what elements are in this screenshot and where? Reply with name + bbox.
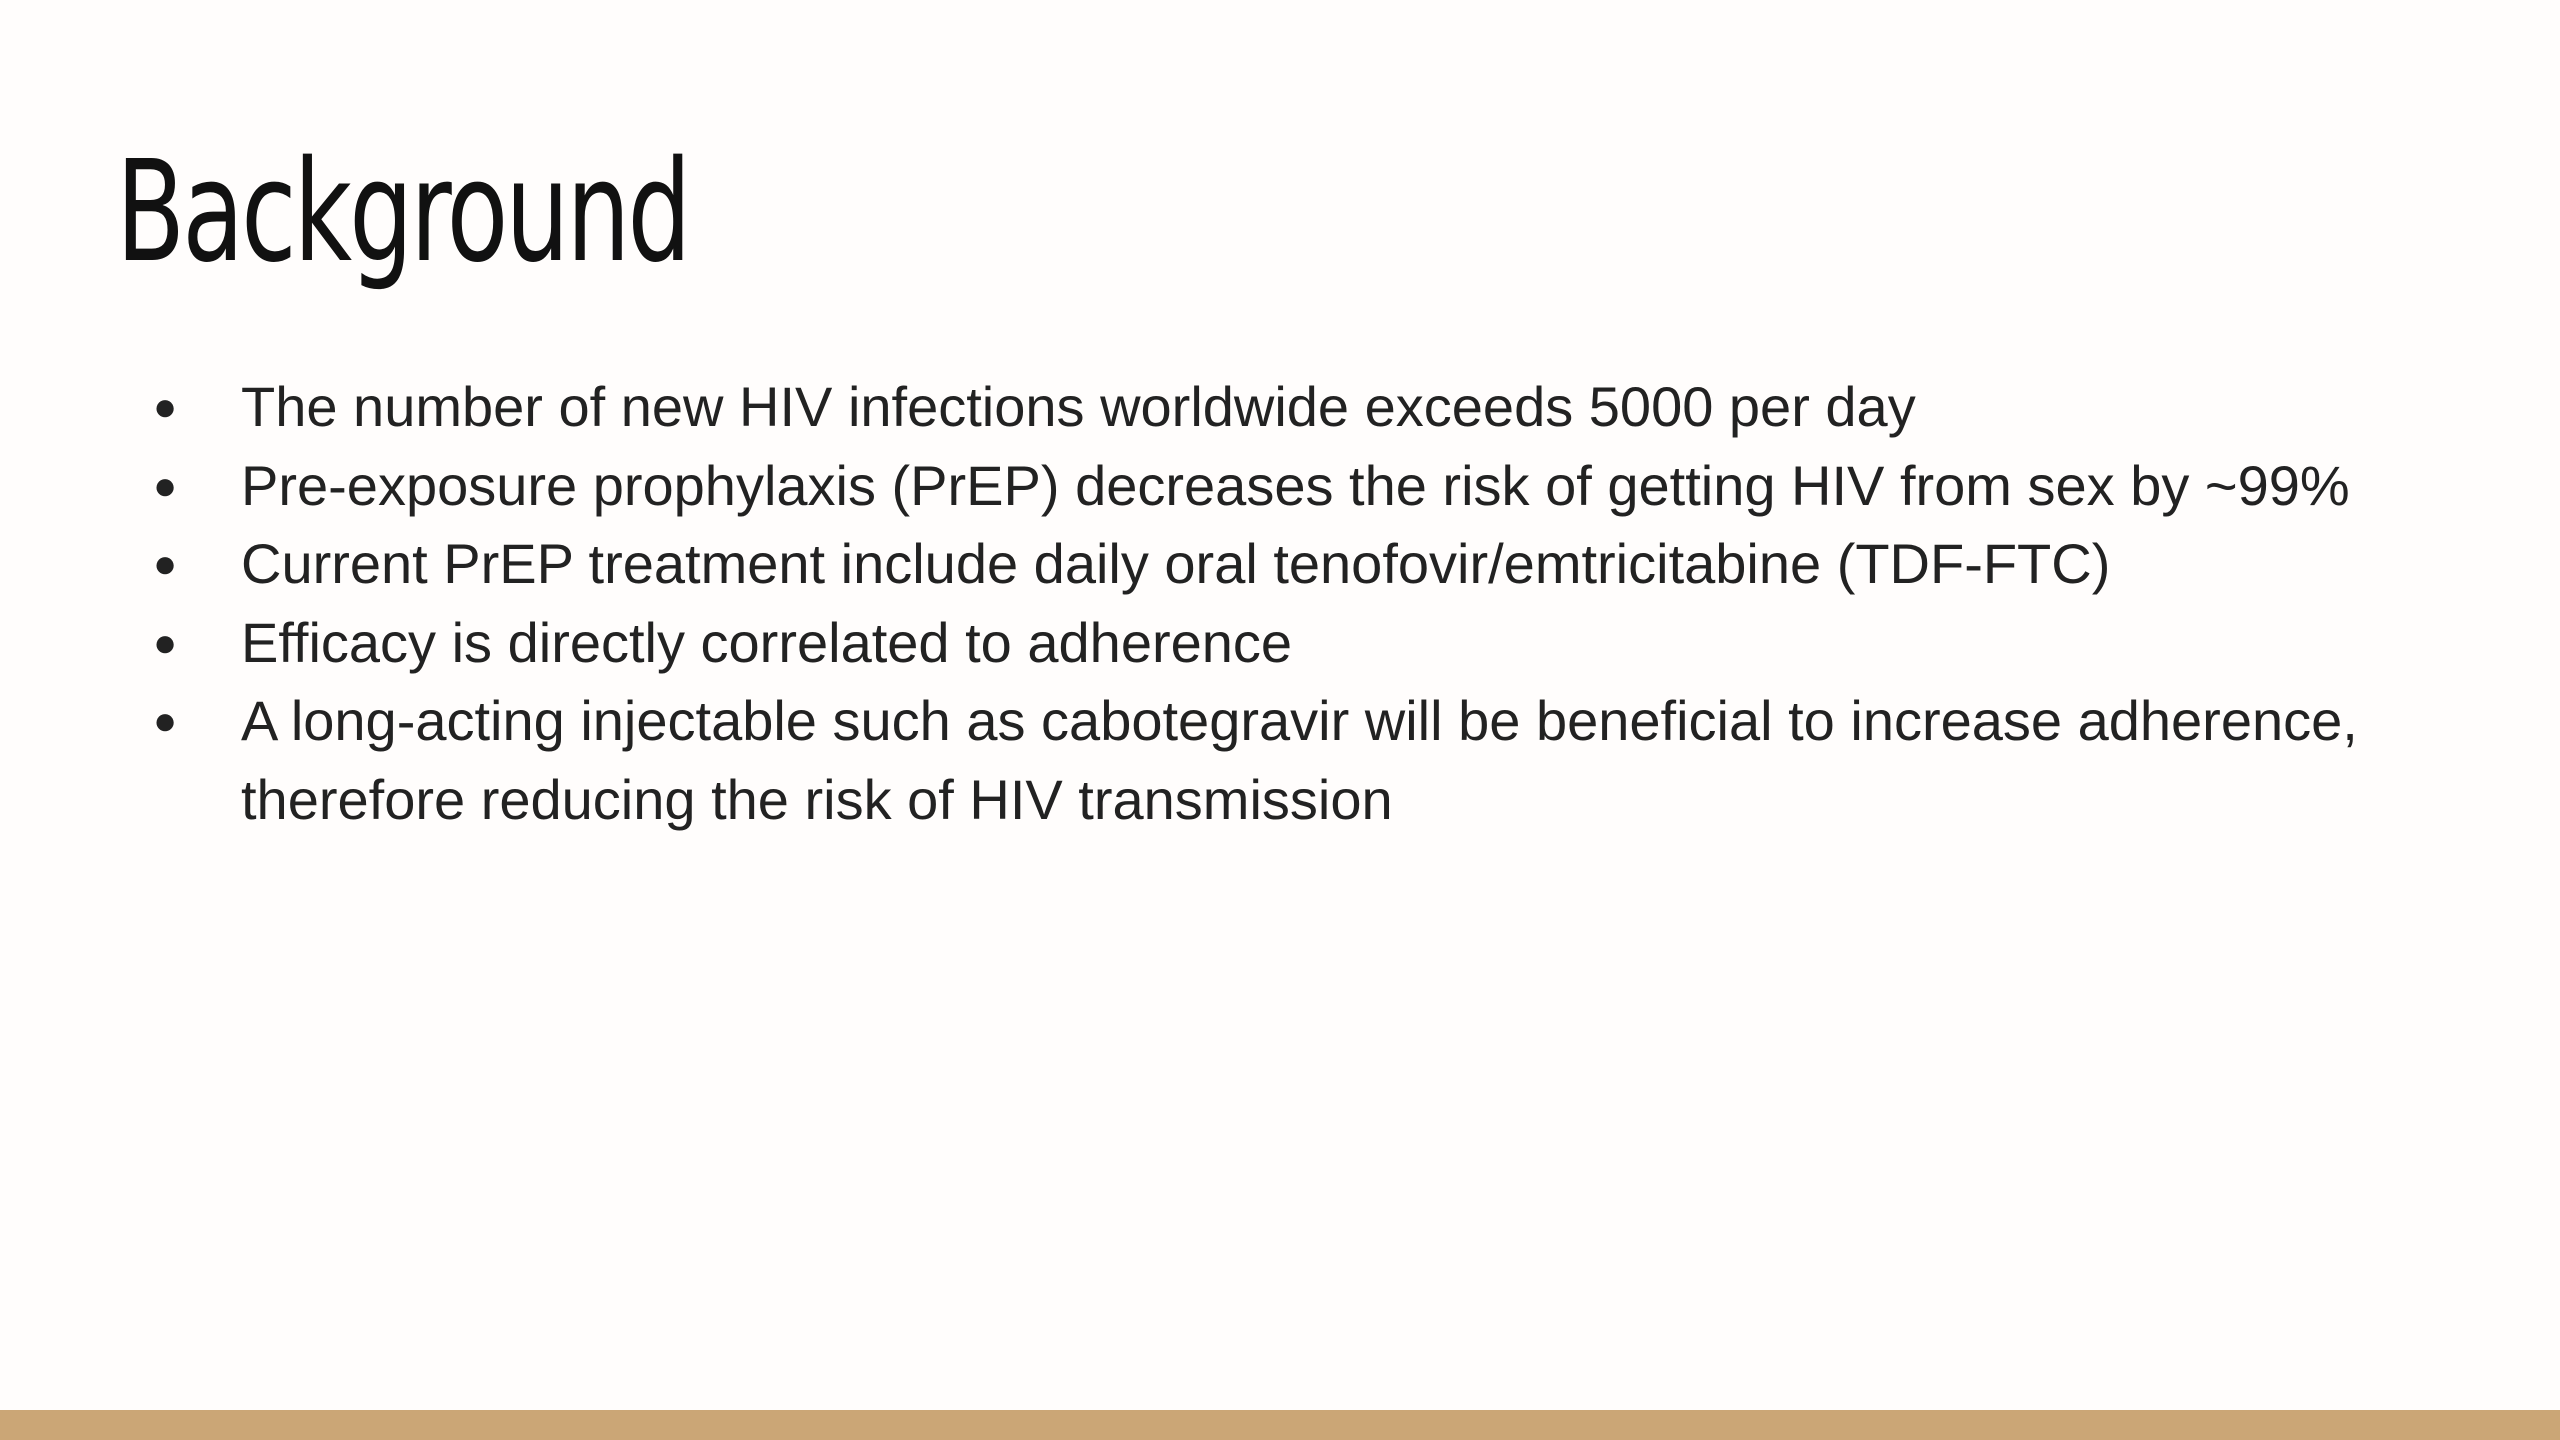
bullet-icon: ●: [153, 542, 178, 586]
bullet-text: The number of new HIV infections worldwide exceeds 5000 per day: [241, 375, 1916, 438]
footer-accent-bar: [0, 1410, 2560, 1440]
bullet-icon: ●: [153, 620, 178, 665]
bullet-icon: ●: [153, 385, 178, 429]
bullet-item: [148, 368, 2468, 447]
bullet-text: Current PrEP treatment include daily oral tenofovir/emtricitabine (TDF-FTC): [241, 532, 2111, 595]
bullet-icon: ●: [153, 699, 178, 743]
bullet-list: [148, 368, 2468, 839]
bullet-text: A long-acting injectable such as cabotegravir will be beneficial to increase adherence, therefore reducing the risk of HIV transmission: [241, 689, 2358, 831]
bullet-item: [148, 682, 2468, 839]
slide-title: Background: [116, 131, 689, 294]
bullet-item: [148, 604, 2468, 683]
bullet-item: [148, 447, 2468, 526]
bullet-text: Efficacy is directly correlated to adherence: [241, 610, 1293, 674]
bullet-item: [148, 525, 2468, 604]
bullet-text: Pre-exposure prophylaxis (PrEP) decreases the risk of getting HIV from sex by ~99%: [241, 453, 2350, 517]
bullet-icon: ●: [153, 463, 178, 508]
